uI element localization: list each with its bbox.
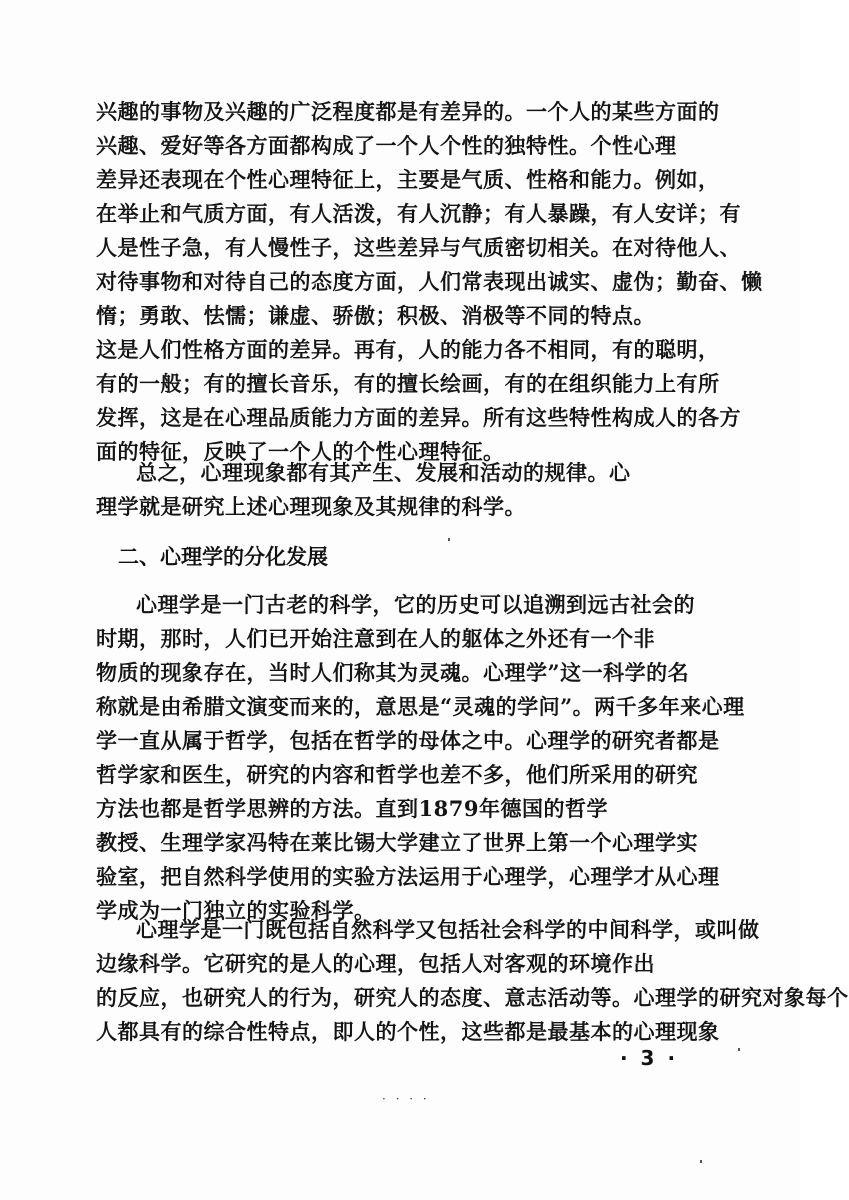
page-number: · 3 · bbox=[620, 1046, 679, 1070]
text-line: 边缘科学。它研究的是人的心理，包括人对客观的环境作出 bbox=[96, 951, 655, 976]
text-line: 有的一般；有的擅长音乐，有的擅长绘画，有的在组织能力上有所 bbox=[96, 371, 720, 396]
text-line: 兴趣的事物及兴趣的广泛程度都是有差异的。一个人的某些方面的 bbox=[96, 99, 720, 124]
scan-speck bbox=[700, 1160, 702, 1163]
text-line: 时期，那时，人们已开始注意到在人的躯体之外还有一个非 bbox=[96, 626, 655, 651]
paragraph-history bbox=[96, 588, 745, 928]
text-line: 物质的现象存在，当时人们称其为灵魂。心理学”这一科学的名 bbox=[96, 660, 690, 685]
paragraph-nature bbox=[96, 913, 849, 1049]
text-line: 惰；勇敢、怯懦；谦虚、骄傲；积极、消极等不同的特点。 bbox=[96, 303, 655, 328]
paragraph-individual-differences bbox=[96, 95, 763, 469]
text-line: 教授、生理学家冯特在莱比锡大学建立了世界上第一个心理学实 bbox=[96, 830, 698, 855]
text-line: 学成为一门独立的实验科学。 bbox=[96, 898, 376, 923]
paragraph-summary bbox=[96, 456, 708, 524]
text-line: 心理学是一门既包括自然科学又包括社会科学的中间科学，或叫做 bbox=[136, 917, 760, 942]
text-line: 差异还表现在个性心理特征上，主要是气质、性格和能力。例如， bbox=[96, 167, 720, 192]
text-line: 人是性子急，有人慢性子，这些差异与气质密切相关。在对待他人、 bbox=[96, 235, 741, 260]
text-line: 这是人们性格方面的差异。再有，人的能力各不相同，有的聪明， bbox=[96, 337, 720, 362]
text-line: 理学就是研究上述心理现象及其规律的科学。 bbox=[96, 494, 526, 519]
footer-dots: · · · · bbox=[382, 1092, 430, 1106]
text-line: 验室，把自然科学使用的实验方法运用于心理学，心理学才从心理 bbox=[96, 864, 720, 889]
scan-speck bbox=[738, 1048, 740, 1051]
text-line: 学一直从属于哲学，包括在哲学的母体之中。心理学的研究者都是 bbox=[96, 728, 720, 753]
text-line: 面的特征，反映了一个人的个性心理特征。 bbox=[96, 439, 505, 464]
text-line: 心理学是一门古老的科学，它的历史可以追溯到远古社会的 bbox=[136, 592, 695, 617]
text-line: 兴趣、爱好等各方面都构成了一个人个性的独特性。个性心理 bbox=[96, 133, 677, 158]
text-line: 哲学家和医生，研究的内容和哲学也差不多，他们所采用的研究 bbox=[96, 762, 698, 787]
text-line: 方法也都是哲学思辨的方法。直到1879年德国的哲学 bbox=[96, 796, 608, 821]
text-line: 在举止和气质方面，有人活泼，有人沉静；有人暴躁，有人安详；有 bbox=[96, 201, 741, 226]
text-line: 的反应，也研究人的行为，研究人的态度、意志活动等。心理学的研究对象每个 bbox=[96, 985, 849, 1010]
text-line: 总之，心理现象都有其产生、发展和活动的规律。心 bbox=[136, 460, 631, 485]
text-line: 发挥，这是在心理品质能力方面的差异。所有这些特性构成人的各方 bbox=[96, 405, 741, 430]
section-heading: 二、心理学的分化发展 bbox=[118, 544, 328, 569]
text-line: 对待事物和对待自己的态度方面，人们常表现出诚实、虚伪；勤奋、懒 bbox=[96, 269, 763, 294]
text-line: 人都具有的综合性特点，即人的个性，这些都是最基本的心理现象 bbox=[96, 1019, 720, 1044]
scan-speck bbox=[448, 538, 450, 541]
text-line: 称就是由希腊文演变而来的，意思是“灵魂的学问”。两千多年来心理 bbox=[96, 694, 745, 719]
